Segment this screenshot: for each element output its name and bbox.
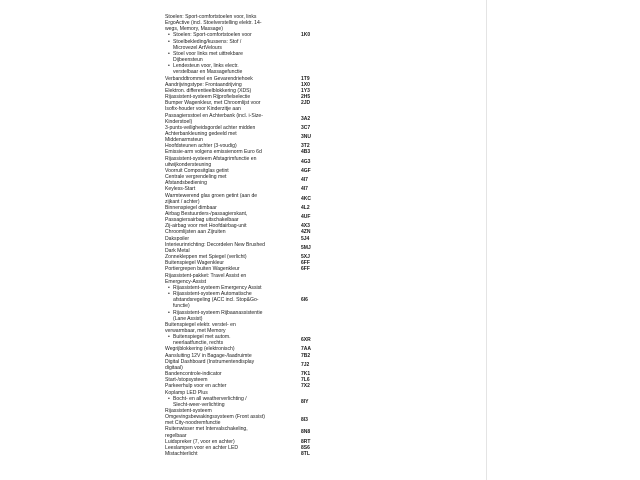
option-row	[165, 451, 315, 457]
option-text-line: Koplamp LED Plus	[165, 389, 208, 396]
option-text-line: regelbaar	[165, 432, 187, 439]
option-row	[165, 14, 315, 32]
option-code: 1Y3	[301, 87, 310, 94]
option-row	[165, 174, 315, 186]
option-description	[165, 131, 287, 143]
option-text-line: Wegrijblokkering (elektronisch)	[165, 346, 235, 353]
option-text-line: Warmtewerend glas groen getint (aan de	[165, 192, 258, 199]
option-text-line: Parkeerhulp voor en achter	[165, 383, 227, 390]
option-code: 5MJ	[301, 244, 311, 251]
option-text-line: Keyless-Start	[165, 186, 196, 193]
option-text-line: Emissie-arm volgens emissienorm Euro 6d	[165, 149, 262, 156]
option-code: 6FF	[301, 266, 310, 273]
option-description	[165, 322, 287, 334]
option-code: 7AA	[301, 346, 312, 353]
option-text-line: Ruitenwisser met Intervalschakeling,	[165, 426, 248, 433]
option-text-line: • Buitenspiegel met autom.	[173, 334, 231, 341]
option-row	[165, 39, 315, 51]
option-text-line: • Stoelen: Sport-comfortstoelen voor	[173, 32, 252, 39]
option-text-line: Stoelen: Sport-comfortstoelen voor, links	[165, 14, 257, 20]
option-text-line: Elektron. differentieelblokkering (XDS)	[165, 87, 252, 94]
option-row	[165, 51, 315, 63]
option-text-line: • Rijassistent-systeem Automatische	[173, 291, 252, 298]
option-description	[165, 193, 287, 205]
options-list	[165, 14, 315, 457]
option-code: 3C7	[301, 124, 311, 131]
option-text-line: zijkant / achter)	[165, 198, 200, 205]
option-text-line: Bandencontrole-indicator	[165, 371, 222, 378]
option-text-line: Zonnekleppen met Spiegel (verlicht)	[165, 254, 247, 261]
option-description	[165, 273, 287, 285]
option-code: 4UF	[301, 214, 311, 220]
page-divider-line	[486, 0, 487, 480]
option-code: 4KC	[301, 195, 312, 202]
option-sub-description	[165, 334, 287, 346]
option-text-line: Omgevingsbewakingssysteem (Front assist)	[165, 414, 265, 421]
option-text-line: • Stoelbekleding/kussens: Stof /	[173, 38, 242, 45]
option-text-line: Bumper Wagenkleur, met Chroomlijst voor	[165, 100, 261, 107]
option-description	[165, 113, 287, 125]
option-text-line: Dark Metal	[165, 247, 190, 254]
option-code: 3T2	[301, 143, 310, 150]
option-text-line: functie)	[173, 303, 190, 310]
option-code: 3A2	[301, 115, 311, 122]
option-text-line: Luidspreker (7, voor en achter)	[165, 438, 235, 445]
option-description	[165, 156, 287, 168]
option-text-line: • Bocht- en all weatherverlichting /	[173, 395, 247, 402]
option-text-line: Buitenspiegel Wagenkleur	[165, 260, 224, 267]
option-row	[165, 193, 315, 205]
option-text-line: uitwijkondersteuning	[165, 161, 212, 168]
option-text-line: Isofix-houder voor Kinderzitje aan	[165, 106, 241, 113]
option-code: 2JD	[301, 100, 311, 107]
option-text-line: Centrale vergrendeling met	[165, 174, 227, 181]
option-code: 6FF	[301, 260, 310, 267]
option-description	[165, 14, 287, 32]
option-code: 4I7	[301, 186, 308, 193]
option-text-line: Middenarmsteun	[165, 137, 203, 144]
option-text-line: Hoofdsteunen achter (3-voudig)	[165, 143, 237, 150]
option-row	[165, 310, 315, 322]
option-row	[165, 242, 315, 254]
option-text-line: Voorruit Compositglas getint	[165, 167, 229, 174]
option-text-line: Rijassistent-systeem	[165, 408, 212, 414]
option-text-line: Rijassistent-systeem Rijprofielselectie	[165, 94, 251, 101]
option-text-line: • Rijassistent-systeem Emergency Assist	[173, 284, 262, 291]
option-text-line: Digital Dashboard (Instrumentendisplay	[165, 358, 255, 365]
option-text-line: Interieurinrichting: Decordelen New Brushed	[165, 241, 265, 248]
option-sub-description	[165, 39, 287, 51]
option-text-line: neerlaatfunctie, rechts	[173, 340, 224, 347]
option-sub-description	[165, 51, 287, 63]
option-text-line: verwarmbaar, met Memory	[165, 327, 226, 334]
option-code: 4B3	[301, 149, 311, 156]
option-row	[165, 211, 315, 223]
option-code: 5XJ	[301, 254, 310, 261]
option-code: 4L2	[301, 204, 310, 211]
option-code: 8TL	[301, 451, 310, 458]
option-text-line: 3-punts-veiligheidsgordel achter midden	[165, 124, 256, 131]
option-code: 7K1	[301, 371, 311, 378]
option-text-line: Zij-airbag voor met Hoofdairbag-unit	[165, 223, 247, 230]
option-description	[165, 359, 287, 371]
option-text-line: digitaal)	[165, 364, 183, 371]
option-text-line: Leeslampen voor en achter LED	[165, 444, 239, 451]
option-text-line: afstandsregeling (ACC incl. Stop&Go-	[173, 297, 259, 304]
option-row	[165, 156, 315, 168]
option-text-line: • Rijassistent-systeem Rijbaanassistentie	[173, 309, 263, 316]
option-description	[165, 414, 287, 426]
option-text-line: Dakspoiler	[165, 235, 190, 242]
option-code: 8IY	[301, 398, 309, 405]
option-text-line: Buitenspiegel elektr. verstel- en	[165, 321, 236, 328]
option-text-line: Airbag Bestuurders-/passagierskant,	[165, 211, 248, 217]
option-text-line: wegs, Memory, Massage)	[165, 26, 223, 33]
option-row	[165, 396, 315, 408]
option-description	[165, 174, 287, 186]
option-code: 8RT	[301, 438, 311, 445]
option-code: 5J4	[301, 235, 310, 242]
option-row	[165, 131, 315, 143]
option-text-line: Achterbankleuning gedeeld met	[165, 130, 237, 137]
option-text-line: • Stoel voor links met uittrekbare	[173, 50, 243, 57]
option-code: 7J2	[301, 361, 310, 368]
option-text-line: Afstandsbediening	[165, 180, 207, 187]
option-row	[165, 113, 315, 125]
option-description	[165, 426, 287, 438]
option-code: 7L6	[301, 377, 310, 384]
option-text-line: Rijassistent-pakket: Travel Assist en	[165, 272, 247, 279]
option-text-line: ErgoActive (incl. Stoelverstelling elektr. 14-	[165, 20, 262, 27]
option-sub-description	[165, 291, 287, 309]
option-sub-description	[165, 63, 287, 75]
option-code: 4ZN	[301, 229, 311, 236]
option-row	[165, 426, 315, 438]
option-text-line: Rijassistent-systeem Afstagrimfunctie en	[165, 155, 257, 162]
option-code: 8I3	[301, 417, 308, 424]
option-row	[165, 63, 315, 75]
option-text-line: Dijbeensteun	[173, 57, 203, 64]
option-code: 2H5	[301, 94, 311, 101]
option-code: 7B2	[301, 352, 311, 359]
option-code: 1T9	[301, 75, 310, 82]
option-text-line: Aandrijvingstype: Frontaandrijving	[165, 81, 242, 88]
option-text-line: Aansluiting 12V in Bagage-/laadruimte	[165, 352, 252, 359]
option-text-line: Mistachterlicht	[165, 451, 198, 458]
option-code: 4I7	[301, 177, 308, 184]
option-code: 1X0	[301, 81, 310, 88]
option-sub-description	[165, 310, 287, 322]
option-description	[165, 211, 287, 223]
option-text-line: Kinderstoel)	[165, 118, 193, 125]
option-description	[165, 451, 287, 457]
option-description	[165, 242, 287, 254]
option-sub-description	[165, 396, 287, 408]
option-text-line: • Lendesteun voor, links electr.	[173, 63, 239, 70]
option-row	[165, 273, 315, 285]
option-row	[165, 414, 315, 426]
option-text-line: Portiergrepen buiten Wagenkleur	[165, 266, 240, 273]
option-code: 8S6	[301, 444, 310, 451]
option-code: 7X2	[301, 383, 310, 390]
option-text-line: Verbanddtrommel en Gevarendriehoek	[165, 75, 253, 82]
option-code: 4G3	[301, 158, 311, 165]
option-text-line: Emergency-Assist	[165, 278, 207, 285]
option-text-line: Slecht-weer-verlichting	[173, 401, 225, 408]
option-code: 4GF	[301, 167, 311, 174]
option-row	[165, 359, 315, 371]
option-code: 1K0	[301, 32, 311, 39]
option-text-line: Chroomlijsten aan Zijruiten	[165, 229, 226, 236]
option-text-line: met City-noodremfunctie	[165, 420, 221, 427]
option-text-line: Passagiersairbag uitschakelbaar	[165, 217, 239, 224]
option-row	[165, 291, 315, 309]
option-code: 8N8	[301, 429, 311, 436]
option-row	[165, 322, 315, 334]
option-text-line: Start-/stopsysteem	[165, 377, 208, 384]
option-code: 6XR	[301, 337, 311, 344]
option-code: 4X3	[301, 223, 310, 230]
option-text-line: Passagiersstoel en Achterbank (incl. i-Size-	[165, 112, 263, 119]
option-code: 3NU	[301, 133, 312, 140]
option-text-line: Microvezel ArtVelours	[173, 44, 222, 51]
option-code: 6I6	[301, 297, 308, 304]
option-row	[165, 334, 315, 346]
option-text-line: (Lane Assist)	[173, 315, 203, 322]
option-text-line: Binnenspiegel dimbaar	[165, 204, 217, 211]
option-text-line: verstelbaar en Massagefunctie	[173, 69, 243, 76]
